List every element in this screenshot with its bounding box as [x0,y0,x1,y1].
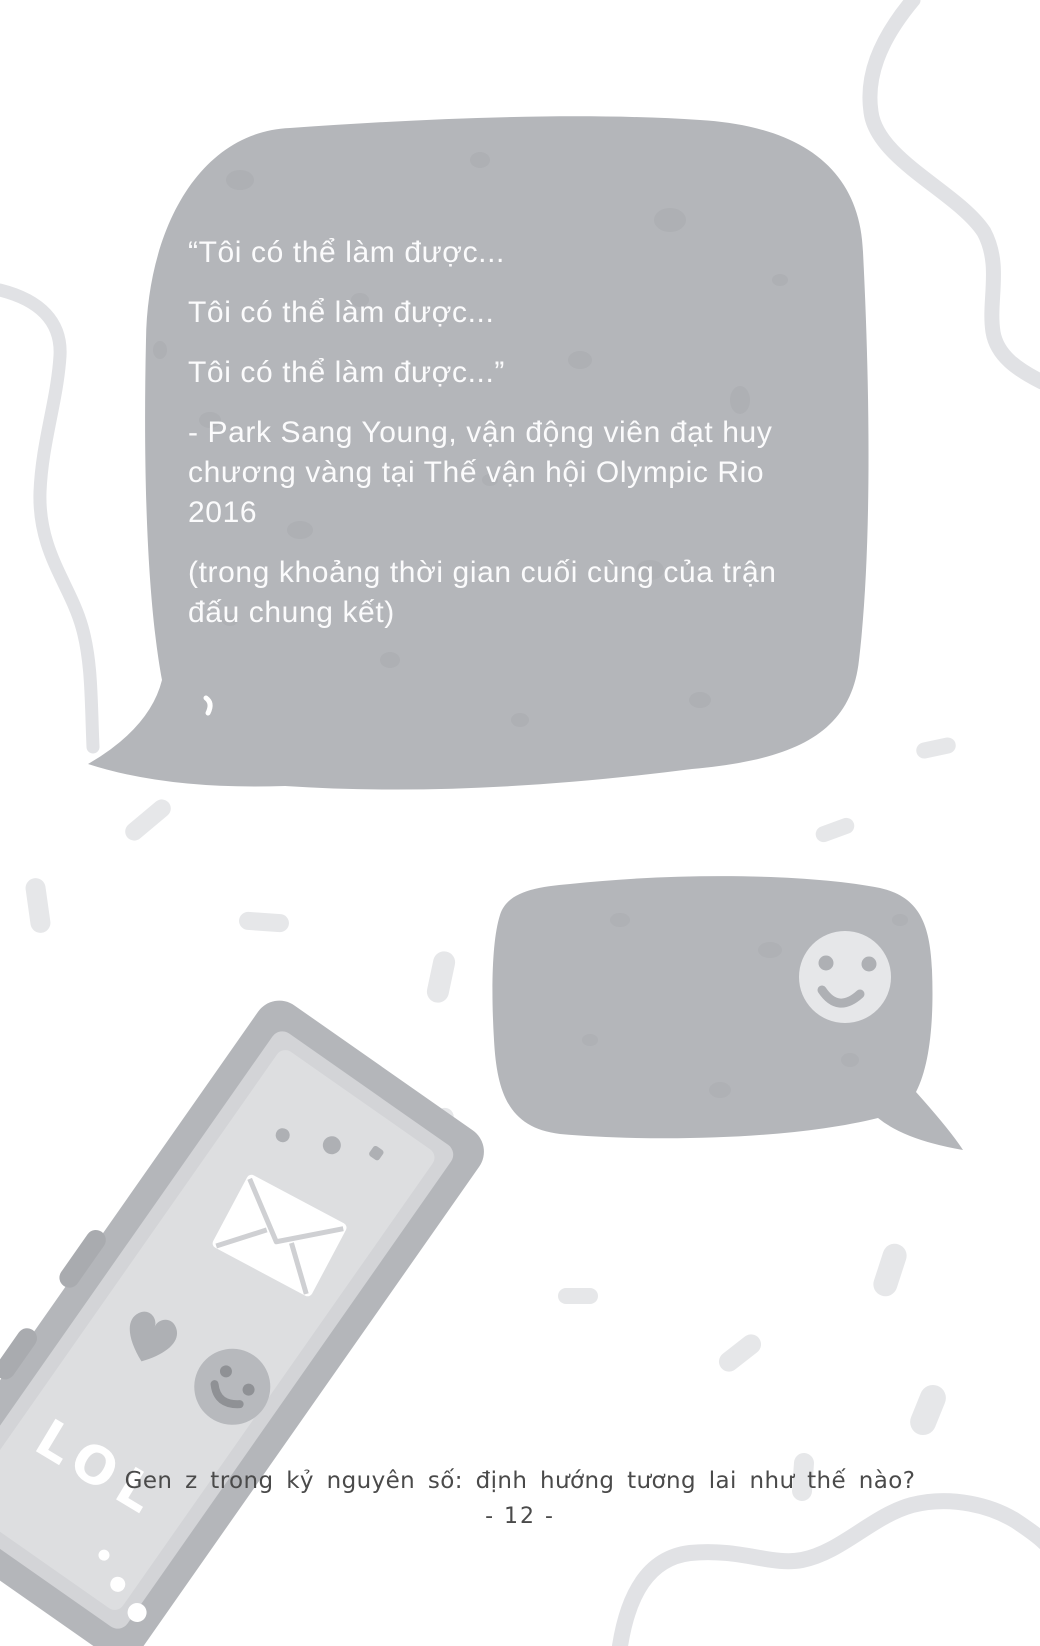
quote-line: “Tôi có thể làm được... [188,236,505,269]
chat-speech-bubble [470,860,990,1170]
footer-book-title: Gen z trong kỷ nguyên số: định hướng tương lai như thế nào? [124,1468,916,1494]
phone-screen [0,1027,458,1634]
confetti-dash [238,911,289,932]
confetti-dash [558,1288,598,1304]
typing-dot [124,1599,150,1625]
quote-line: Tôi có thể làm được... [188,296,495,329]
quote-note: (trong khoảng thời gian cuối cùng của trận đấu chung kết) [188,556,777,629]
footer-page-number: - 12 - [485,1504,555,1529]
quote-line: Tôi có thể làm được...” [188,356,505,389]
confetti-dash [425,949,457,1004]
smiley-icon [799,931,891,1023]
phone-illustration [0,990,494,1646]
confetti-dash [915,736,957,760]
confetti-dash [24,877,51,934]
quote-attribution: - Park Sang Young, vận động viên đạt huy chương vàng tại Thế vận hội Olympic Rio 2016 [188,416,773,529]
confetti-dash [870,1241,910,1300]
confetti-dash [715,1330,765,1375]
confetti-dash [906,1381,950,1439]
quote-text-block [188,233,808,633]
lol-text: LOL [25,1408,173,1530]
